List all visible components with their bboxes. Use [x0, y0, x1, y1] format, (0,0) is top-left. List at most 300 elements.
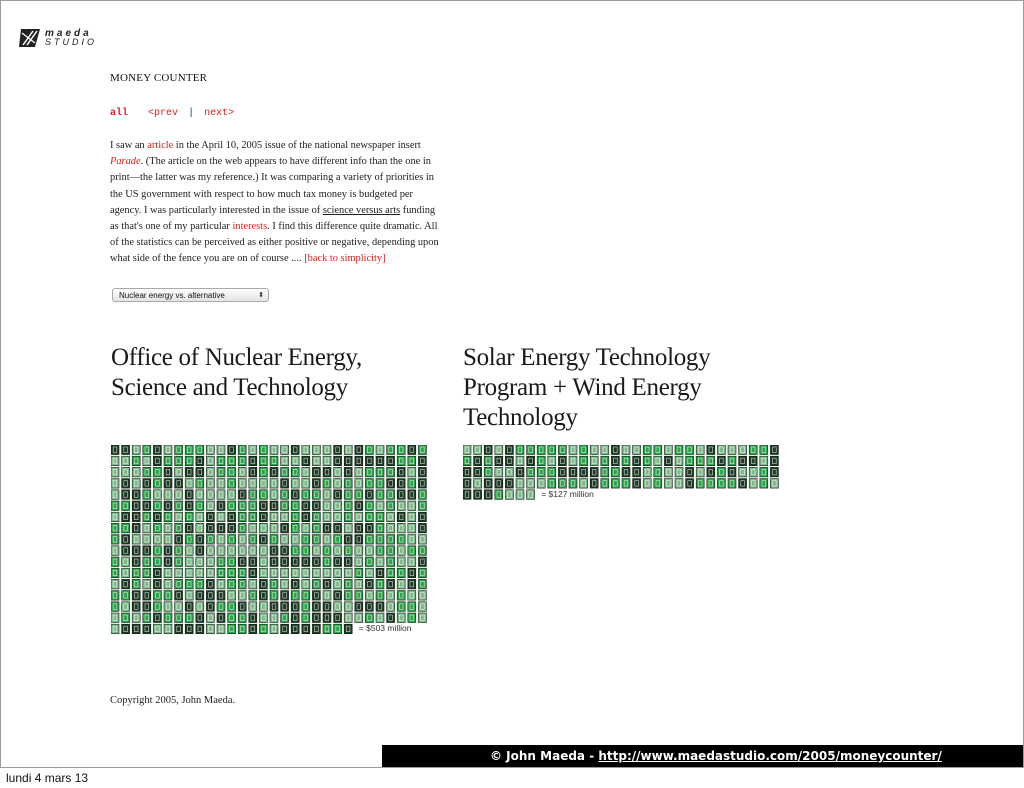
dollar-bill-icon — [238, 557, 246, 567]
dollar-bill-icon — [185, 546, 193, 556]
dollar-bill-icon — [291, 523, 299, 533]
dollar-bill-icon — [418, 467, 426, 477]
dollar-bill-icon — [153, 568, 161, 578]
dollar-bill-icon — [527, 479, 535, 489]
dollar-bill-icon — [175, 557, 183, 567]
dollar-bill-icon — [344, 445, 352, 455]
dollar-bill-icon — [397, 512, 405, 522]
dollar-bill-icon — [334, 568, 342, 578]
dollar-bill-icon — [365, 613, 373, 623]
dollar-bill-icon — [143, 501, 151, 511]
dollar-bill-icon — [707, 479, 715, 489]
dollar-bill-icon — [770, 445, 778, 455]
dollar-bill-icon — [558, 445, 566, 455]
dollar-bill-icon — [387, 568, 395, 578]
dollar-bill-icon — [344, 613, 352, 623]
dollar-bill-icon — [164, 479, 172, 489]
dollar-bill-icon — [408, 579, 416, 589]
dollar-bill-icon — [397, 479, 405, 489]
dollar-bill-icon — [281, 501, 289, 511]
dollar-bill-icon — [355, 456, 363, 466]
dollar-bill-icon — [312, 557, 320, 567]
dollar-bill-icon — [770, 479, 778, 489]
dollar-bill-icon — [259, 546, 267, 556]
dollar-bill-icon — [537, 467, 545, 477]
dollar-bill-icon — [228, 557, 236, 567]
dollar-bill-icon — [122, 557, 130, 567]
dollar-bill-icon — [418, 613, 426, 623]
dollar-bill-icon — [622, 456, 630, 466]
dollar-bill-icon — [484, 467, 492, 477]
dollar-bill-icon — [580, 445, 588, 455]
dollar-bill-icon — [527, 445, 535, 455]
dollar-bill-icon — [537, 445, 545, 455]
dollar-bill-icon — [654, 467, 662, 477]
dollar-bill-icon — [185, 479, 193, 489]
dollar-bill-icon — [122, 501, 130, 511]
dollar-bill-icon — [249, 557, 257, 567]
dollar-bill-icon — [291, 602, 299, 612]
dollar-bill-icon — [323, 591, 331, 601]
comparison-select[interactable] — [112, 288, 269, 302]
dollar-bill-icon — [408, 535, 416, 545]
dollar-bill-icon — [270, 535, 278, 545]
dollar-bill-icon — [728, 456, 736, 466]
back-to-simplicity-link[interactable]: [back to simplicity] — [304, 253, 386, 265]
dollar-bill-icon — [122, 490, 130, 500]
dollar-bill-icon — [153, 490, 161, 500]
dollar-bill-icon — [185, 613, 193, 623]
dollar-bill-icon — [334, 445, 342, 455]
dollar-bill-icon — [206, 579, 214, 589]
dollar-bill-icon — [418, 490, 426, 500]
dollar-bill-icon — [484, 479, 492, 489]
dollar-bill-icon — [111, 557, 119, 567]
dollar-bill-icon — [312, 490, 320, 500]
dollar-bill-icon — [270, 591, 278, 601]
dollar-bill-icon — [270, 445, 278, 455]
dollar-bill-icon — [217, 602, 225, 612]
dollar-bill-icon — [495, 445, 503, 455]
dollar-bill-icon — [153, 479, 161, 489]
dollar-bill-icon — [185, 624, 193, 634]
dollar-bill-icon — [291, 490, 299, 500]
dollar-bill-icon — [249, 546, 257, 556]
dollar-bill-icon — [569, 479, 577, 489]
dollar-bill-icon — [418, 479, 426, 489]
dollar-bill-icon — [217, 523, 225, 533]
dollar-bill-icon — [355, 467, 363, 477]
dollar-bill-icon — [505, 467, 513, 477]
dollar-bill-icon — [228, 535, 236, 545]
dollar-bill-icon — [344, 512, 352, 522]
dollar-bill-icon — [122, 602, 130, 612]
dollar-bill-icon — [334, 602, 342, 612]
dollar-bill-icon — [122, 624, 130, 634]
dollar-bill-icon — [153, 535, 161, 545]
dollar-bill-icon — [376, 479, 384, 489]
dollar-bill-icon — [238, 546, 246, 556]
dollar-bill-icon — [111, 490, 119, 500]
dollar-bill-icon — [408, 467, 416, 477]
dollar-bill-icon — [312, 546, 320, 556]
dollar-bill-icon — [569, 445, 577, 455]
dollar-bill-icon — [611, 456, 619, 466]
dollar-bill-icon — [270, 557, 278, 567]
intro-text: in the April 10, 2005 issue of the national newspaper insert — [173, 140, 421, 151]
nav-next-link[interactable]: next> — [204, 108, 235, 119]
dollar-bill-icon — [291, 456, 299, 466]
dollar-bill-icon — [206, 467, 214, 477]
maeda-studio-logo[interactable] — [19, 27, 97, 49]
dollar-bill-icon — [387, 523, 395, 533]
dollar-bill-icon — [270, 579, 278, 589]
right-title-line: Program + Wind Energy — [463, 374, 702, 401]
dollar-bill-icon — [633, 456, 641, 466]
dollar-bill-icon — [355, 602, 363, 612]
dollar-bill-icon — [686, 456, 694, 466]
dollar-bill-icon — [664, 456, 672, 466]
dollar-bill-icon — [355, 479, 363, 489]
dollar-bill-icon — [196, 602, 204, 612]
article-link[interactable]: article — [147, 140, 174, 151]
dollar-bill-icon — [143, 445, 151, 455]
dollar-bill-icon — [132, 467, 140, 477]
dollar-bill-icon — [175, 613, 183, 623]
dollar-bill-icon — [249, 479, 257, 489]
dollar-bill-icon — [334, 579, 342, 589]
dollar-bill-icon — [259, 445, 267, 455]
dollar-bill-icon — [291, 568, 299, 578]
dollar-bill-icon — [132, 624, 140, 634]
dollar-bill-icon — [228, 602, 236, 612]
dollar-bill-icon — [717, 456, 725, 466]
dollar-bill-icon — [291, 613, 299, 623]
dollar-bill-icon — [418, 602, 426, 612]
dollar-bill-icon — [537, 479, 545, 489]
dollar-bill-icon — [111, 568, 119, 578]
dollar-bill-icon — [259, 613, 267, 623]
dollar-bill-icon — [111, 467, 119, 477]
caption-url-link[interactable]: http://www.maedastudio.com/2005/moneycounter/ — [598, 749, 942, 763]
dollar-bill-icon — [365, 546, 373, 556]
dollar-bill-icon — [259, 501, 267, 511]
dollar-bill-icon — [153, 579, 161, 589]
dollar-bill-icon — [217, 512, 225, 522]
dollar-bill-icon — [365, 512, 373, 522]
dollar-bill-icon — [206, 624, 214, 634]
dollar-bill-icon — [323, 579, 331, 589]
dollar-bill-icon — [312, 602, 320, 612]
dollar-bill-icon — [643, 445, 651, 455]
dollar-bill-icon — [132, 523, 140, 533]
dollar-bill-icon — [397, 591, 405, 601]
dollar-bill-icon — [196, 490, 204, 500]
dollar-bill-icon — [323, 523, 331, 533]
dollar-bill-icon — [228, 591, 236, 601]
dollar-bill-icon — [164, 523, 172, 533]
dollar-bill-icon — [196, 512, 204, 522]
dollar-bill-icon — [548, 467, 556, 477]
dollar-bill-icon — [334, 546, 342, 556]
dollar-bill-icon — [238, 535, 246, 545]
dollar-bill-icon — [355, 523, 363, 533]
dollar-bill-icon — [111, 591, 119, 601]
dollar-bill-icon — [238, 613, 246, 623]
dollar-bill-icon — [505, 445, 513, 455]
dollar-bill-icon — [323, 557, 331, 567]
dollar-bill-icon — [418, 546, 426, 556]
dollar-bill-icon — [408, 456, 416, 466]
dollar-bill-icon — [291, 557, 299, 567]
dollar-bill-icon — [418, 512, 426, 522]
dollar-bill-icon — [749, 467, 757, 477]
dollar-bill-icon — [196, 546, 204, 556]
dollar-bill-icon — [164, 467, 172, 477]
science-versus-arts-link[interactable]: science versus arts — [322, 204, 401, 216]
dollar-bill-icon — [281, 613, 289, 623]
dollar-bill-icon — [387, 501, 395, 511]
dollar-bill-icon — [122, 479, 130, 489]
nav-all-link[interactable]: all — [110, 108, 129, 119]
dollar-bill-icon — [132, 456, 140, 466]
dollar-bill-icon — [185, 456, 193, 466]
dollar-bill-icon — [675, 445, 683, 455]
dollar-bill-icon — [249, 490, 257, 500]
dollar-bill-icon — [281, 467, 289, 477]
dollar-bill-icon — [206, 557, 214, 567]
dollar-bill-icon — [302, 624, 310, 634]
dollar-bill-icon — [185, 602, 193, 612]
dollar-bill-icon — [164, 591, 172, 601]
dollar-bill-icon — [418, 523, 426, 533]
dollar-bill-icon — [408, 445, 416, 455]
dollar-bill-icon — [175, 568, 183, 578]
dollar-bill-icon — [495, 456, 503, 466]
dollar-bill-icon — [495, 467, 503, 477]
dollar-bill-icon — [365, 501, 373, 511]
right-amount-label: = $127 million — [541, 488, 594, 499]
dollar-bill-icon — [707, 467, 715, 477]
dollar-bill-icon — [344, 479, 352, 489]
dollar-bill-icon — [633, 445, 641, 455]
dollar-bill-icon — [302, 535, 310, 545]
dollar-bill-icon — [387, 546, 395, 556]
dollar-bill-icon — [132, 557, 140, 567]
dollar-bill-icon — [334, 512, 342, 522]
dollar-bill-icon — [323, 490, 331, 500]
dollar-bill-icon — [770, 467, 778, 477]
dollar-bill-icon — [238, 512, 246, 522]
dollar-bill-icon — [302, 512, 310, 522]
dollar-bill-icon — [143, 535, 151, 545]
dollar-bill-icon — [580, 456, 588, 466]
intro-text: funding as that's one of my particular — [110, 204, 436, 233]
dollar-bill-icon — [334, 523, 342, 533]
dollar-bill-icon — [259, 624, 267, 634]
dollar-bill-icon — [111, 535, 119, 545]
dollar-bill-icon — [611, 445, 619, 455]
dollar-bill-icon — [334, 479, 342, 489]
dollar-bill-icon — [408, 512, 416, 522]
dollar-bill-icon — [270, 467, 278, 477]
dollar-bill-icon — [281, 523, 289, 533]
dollar-bill-icon — [196, 456, 204, 466]
dollar-bill-icon — [164, 602, 172, 612]
dollar-bill-icon — [281, 535, 289, 545]
dollar-bill-icon — [196, 613, 204, 623]
dollar-bill-icon — [281, 490, 289, 500]
dollar-bill-icon — [143, 579, 151, 589]
dollar-bill-icon — [111, 479, 119, 489]
dollar-bill-icon — [302, 456, 310, 466]
dollar-bill-icon — [143, 467, 151, 477]
dollar-bill-icon — [355, 490, 363, 500]
dollar-bill-icon — [302, 613, 310, 623]
dollar-bill-icon — [580, 467, 588, 477]
dollar-bill-icon — [397, 445, 405, 455]
dollar-bill-icon — [376, 568, 384, 578]
dollar-bill-icon — [376, 523, 384, 533]
dollar-bill-icon — [238, 490, 246, 500]
dollar-bill-icon — [259, 512, 267, 522]
dollar-bill-icon — [633, 479, 641, 489]
dollar-bill-icon — [408, 568, 416, 578]
left-amount-label: = $503 million — [358, 623, 412, 634]
dollar-bill-icon — [153, 602, 161, 612]
dollar-bill-icon — [132, 512, 140, 522]
dollar-bill-icon — [344, 501, 352, 511]
dollar-bill-icon — [334, 501, 342, 511]
dollar-bill-icon — [196, 579, 204, 589]
dollar-bill-icon — [185, 445, 193, 455]
dollar-bill-icon — [238, 456, 246, 466]
dollar-bill-icon — [408, 490, 416, 500]
dollar-bill-icon — [249, 568, 257, 578]
dollar-bill-icon — [175, 467, 183, 477]
dollar-bill-icon — [397, 557, 405, 567]
dollar-bill-icon — [270, 568, 278, 578]
dollar-bill-icon — [228, 445, 236, 455]
dollar-bill-icon — [270, 490, 278, 500]
dollar-bill-icon — [249, 501, 257, 511]
dollar-bill-icon — [558, 456, 566, 466]
dollar-bill-icon — [728, 479, 736, 489]
dollar-bill-icon — [302, 479, 310, 489]
dollar-bill-icon — [291, 467, 299, 477]
dollar-bill-icon — [312, 501, 320, 511]
dollar-bill-icon — [143, 523, 151, 533]
dollar-bill-icon — [238, 523, 246, 533]
dollar-bill-icon — [376, 490, 384, 500]
dollar-bill-icon — [408, 613, 416, 623]
dollar-bill-icon — [312, 591, 320, 601]
dollar-bill-icon — [365, 445, 373, 455]
dollar-bill-icon — [164, 557, 172, 567]
dollar-bill-icon — [376, 512, 384, 522]
dollar-bill-icon — [664, 467, 672, 477]
dollar-bill-icon — [643, 479, 651, 489]
interests-link[interactable]: interests — [232, 221, 268, 233]
dollar-bill-icon — [270, 546, 278, 556]
dollar-bill-icon — [291, 579, 299, 589]
dollar-bill-icon — [291, 512, 299, 522]
dollar-bill-icon — [717, 467, 725, 477]
dollar-bill-icon — [643, 456, 651, 466]
select-arrow-icon: ⬍ — [258, 292, 264, 299]
dollar-bill-icon — [312, 512, 320, 522]
dollar-bill-icon — [397, 456, 405, 466]
dollar-bill-icon — [548, 456, 556, 466]
dollar-bill-icon — [344, 602, 352, 612]
dollar-bill-icon — [495, 490, 503, 500]
dollar-bill-icon — [355, 557, 363, 567]
dollar-bill-icon — [463, 490, 471, 500]
dollar-bill-icon — [111, 456, 119, 466]
dollar-bill-icon — [259, 557, 267, 567]
dollar-bill-icon — [463, 479, 471, 489]
dollar-bill-icon — [611, 479, 619, 489]
dollar-bill-icon — [196, 591, 204, 601]
right-title-line: Technology — [463, 404, 578, 431]
dollar-bill-icon — [397, 490, 405, 500]
dollar-bill-icon — [696, 479, 704, 489]
dollar-bill-icon — [228, 568, 236, 578]
parade-link[interactable]: Parade — [110, 156, 141, 168]
dollar-bill-icon — [397, 613, 405, 623]
dollar-bill-icon — [418, 501, 426, 511]
dollar-bill-icon — [516, 490, 524, 500]
dollar-bill-icon — [516, 456, 524, 466]
dollar-bill-icon — [122, 546, 130, 556]
dollar-bill-icon — [365, 591, 373, 601]
intro-text: . I find this difference quite dramatic. All of the statistics can be perceived as either positive or negative, depending upon what side of the fence you are on of course .... — [110, 221, 439, 265]
dollar-bill-icon — [175, 501, 183, 511]
dollar-bill-icon — [686, 445, 694, 455]
dollar-bill-icon — [111, 613, 119, 623]
nav-prev-link[interactable]: <prev — [148, 108, 179, 119]
dollar-bill-icon — [175, 535, 183, 545]
dollar-bill-icon — [238, 579, 246, 589]
dollar-bill-icon — [463, 445, 471, 455]
dollar-bill-icon — [334, 456, 342, 466]
left-bill-grid — [111, 445, 429, 635]
dollar-bill-icon — [601, 445, 609, 455]
dollar-bill-icon — [323, 501, 331, 511]
dollar-bill-icon — [122, 512, 130, 522]
dollar-bill-icon — [376, 467, 384, 477]
dollar-bill-icon — [376, 613, 384, 623]
dollar-bill-icon — [238, 568, 246, 578]
logo-mark-icon — [19, 28, 41, 48]
dollar-bill-icon — [344, 591, 352, 601]
dollar-bill-icon — [463, 467, 471, 477]
dollar-bill-icon — [323, 479, 331, 489]
dollar-bill-icon — [484, 490, 492, 500]
dollar-bill-icon — [228, 490, 236, 500]
dollar-bill-icon — [376, 602, 384, 612]
dollar-bill-icon — [132, 613, 140, 623]
dollar-bill-icon — [408, 602, 416, 612]
dollar-bill-icon — [153, 613, 161, 623]
dollar-bill-icon — [654, 445, 662, 455]
dollar-bill-icon — [397, 501, 405, 511]
dollar-bill-icon — [601, 456, 609, 466]
dollar-bill-icon — [249, 591, 257, 601]
dollar-bill-icon — [312, 456, 320, 466]
dollar-bill-icon — [206, 479, 214, 489]
dollar-bill-icon — [228, 456, 236, 466]
